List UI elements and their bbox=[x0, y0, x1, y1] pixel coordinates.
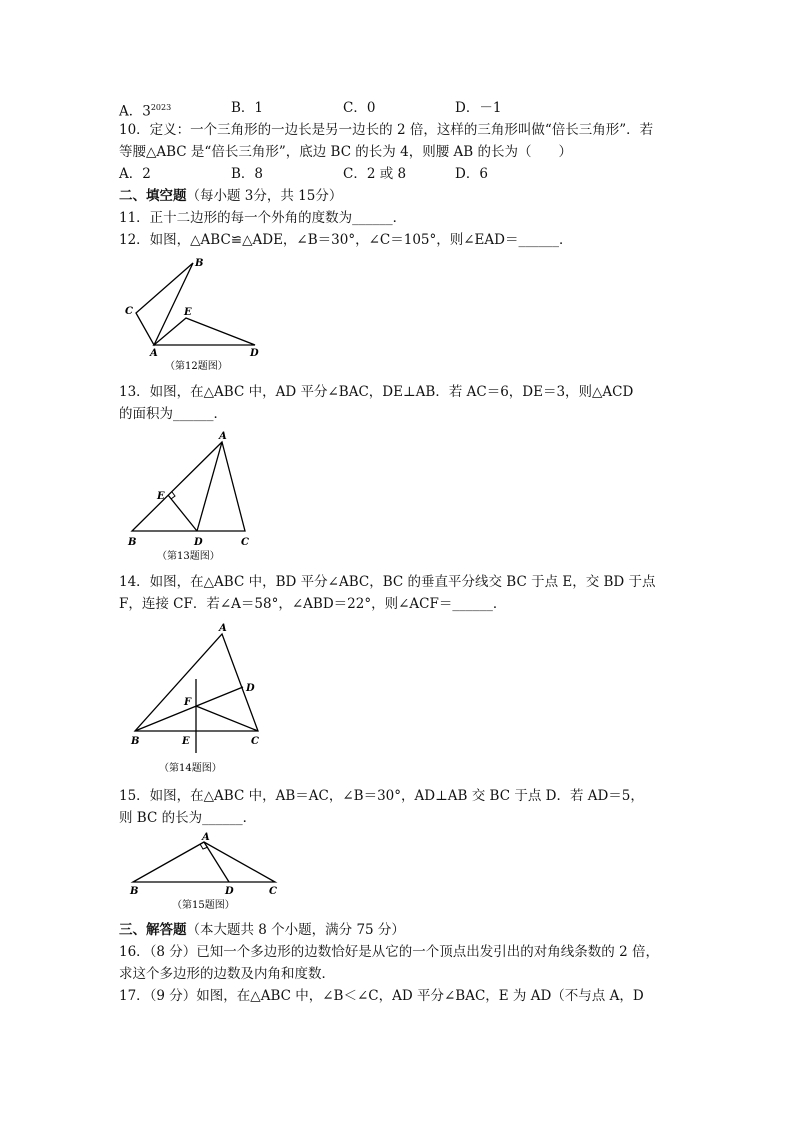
fig14-label-f: F bbox=[184, 697, 192, 708]
fig13-label-e: E bbox=[157, 491, 165, 502]
q14-text-line2: F，连接 CF．若∠A＝58°，∠ABD＝22°，则∠ACF＝______． bbox=[119, 596, 507, 612]
q9-option-b: B．1 bbox=[231, 100, 264, 116]
figure-13 bbox=[119, 428, 259, 566]
q15-text-line1: 15．如图，在△ABC 中，AB＝AC，∠B＝30°，AD⊥AB 交 BC 于点 D．若 AD＝5， bbox=[119, 788, 644, 804]
fig14-label-b: B bbox=[131, 736, 140, 747]
fig15-label-c: C bbox=[269, 886, 277, 897]
figure-12 bbox=[119, 254, 264, 374]
q12-text: 12．如图，△ABC≌△ADE，∠B＝30°，∠C＝105°，则∠EAD＝______． bbox=[119, 232, 573, 248]
fig12-label-a: A bbox=[150, 348, 158, 359]
q16-text-line1: 16．（8 分）已知一个多边形的边数恰好是从它的一个顶点出发引出的对角线条数的 2 倍， bbox=[119, 944, 659, 960]
fig12-caption: （第12题图） bbox=[165, 361, 228, 372]
q16-text-line2: 求这个多边形的边数及内角和度数． bbox=[119, 966, 335, 982]
q15-text-line2: 则 BC 的长为______． bbox=[119, 810, 257, 826]
fig12-label-e: E bbox=[184, 307, 192, 318]
q13-text-line1: 13．如图，在△ABC 中，AD 平分∠BAC，DE⊥AB．若 AC＝6，DE＝3，则△ACD bbox=[119, 384, 634, 400]
q14-text-line1: 14．如图，在△ABC 中，BD 平分∠ABC，BC 的垂直平分线交 BC 于点 E，交 BD 于点 bbox=[119, 574, 656, 590]
q10-option-c: C．2 或 8 bbox=[343, 166, 407, 182]
q11-text: 11．正十二边形的每一个外角的度数为______． bbox=[119, 210, 407, 226]
fig14-label-c: C bbox=[251, 736, 259, 747]
q10-option-d: D．6 bbox=[455, 166, 488, 182]
fig14-label-d: D bbox=[246, 683, 255, 694]
fig12-label-d: D bbox=[250, 348, 259, 359]
section3-heading: 三、解答题（本大题共 8 个小题，满分 75 分） bbox=[119, 922, 405, 938]
q10-text-line2: 等腰△ABC 是“倍长三角形”，底边 BC 的长为 4，则腰 AB 的长为（ ） bbox=[119, 144, 572, 160]
fig13-label-c: C bbox=[241, 537, 249, 548]
q13-text-line2: 的面积为______． bbox=[119, 406, 227, 422]
fig13-caption: （第13题图） bbox=[157, 551, 220, 562]
fig13-label-d: D bbox=[194, 537, 203, 548]
fig14-label-e: E bbox=[182, 736, 190, 747]
q10-text-line1: 10．定义：一个三角形的一边长是另一边长的 2 倍，这样的三角形叫做“倍长三角形”．若 bbox=[119, 122, 654, 138]
fig13-label-b: B bbox=[128, 537, 137, 548]
section2-heading: 二、填空题（每小题 3分，共 15分） bbox=[119, 188, 343, 204]
q9-option-c: C．0 bbox=[343, 100, 376, 116]
fig15-caption: （第15题图） bbox=[172, 900, 235, 911]
q9-option-a: A．$3^{2023}$ bbox=[119, 103, 172, 120]
q10-option-a: A．2 bbox=[119, 166, 151, 182]
q9-option-d: D．－1 bbox=[455, 100, 502, 116]
fig13-label-a: A bbox=[219, 431, 227, 442]
q10-option-b: B．8 bbox=[231, 166, 264, 182]
fig15-label-a: A bbox=[202, 832, 210, 843]
q17-text-line1: 17．（9 分）如图，在△ABC 中，∠B＜∠C，AD 平分∠BAC，E 为 AD（不与点 A，D bbox=[119, 988, 644, 1004]
fig15-label-b: B bbox=[130, 886, 139, 897]
fig12-label-c: C bbox=[125, 306, 133, 317]
fig15-label-d: D bbox=[225, 886, 234, 897]
figure-14 bbox=[119, 620, 269, 778]
figure-15 bbox=[119, 830, 284, 914]
fig14-label-a: A bbox=[219, 623, 227, 634]
fig14-caption: （第14题图） bbox=[159, 763, 222, 774]
fig12-label-b: B bbox=[195, 258, 204, 269]
